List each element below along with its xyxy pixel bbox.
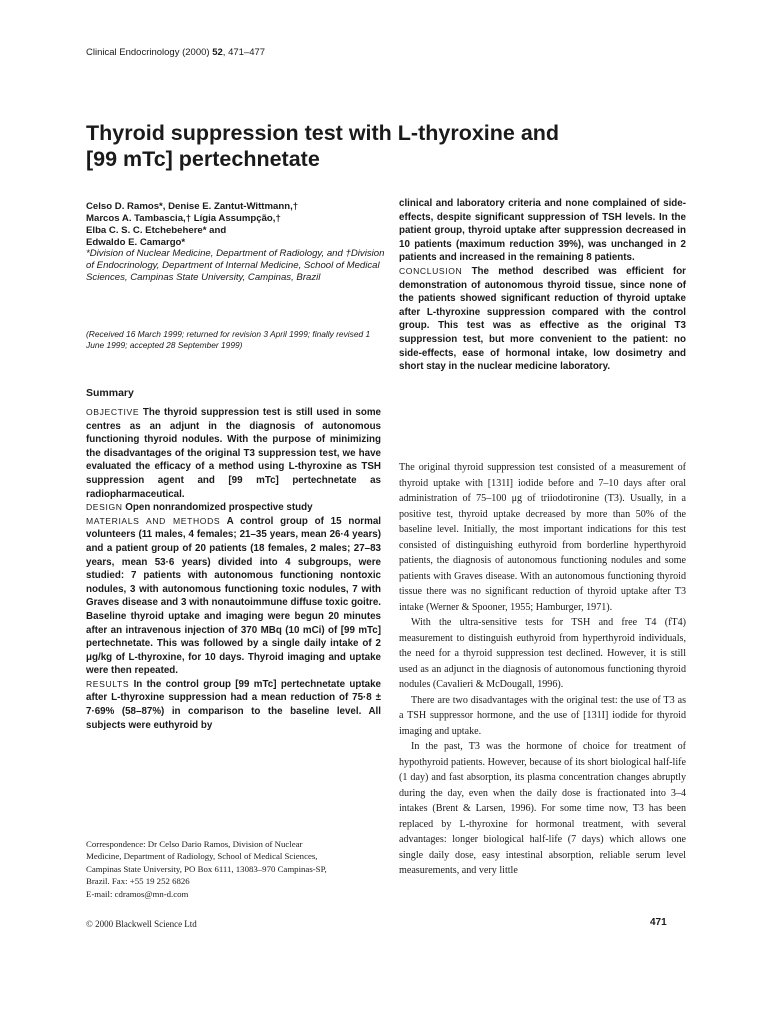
body-paragraph: In the past, T3 was the hormone of choice for treatment of hypothyroid patients. However, because of its short biological half-life (1 day) and fast absorption, its plasma concentration changes abruptly during the day, even when the daily dose is fractionated into 3–4 intakes (Brent & Larsen, 1996). For some time now, T3 has been replaced by L-thyroxine for hormonal treatment, with several advantages: longer biological half-life (7 days) which allows one single daily dose, easy intestinal absorption, reliable serum level measurements, and very little: [399, 741, 686, 876]
introduction-body: [399, 460, 686, 879]
abstract-left-column: [86, 406, 381, 732]
abstract-design: [86, 501, 381, 515]
abstract-objective: [86, 406, 381, 501]
objective-label: OBJECTIVE: [86, 407, 140, 417]
article-title: [86, 120, 706, 172]
abstract-results-continued: [399, 197, 686, 265]
correspondence-line: Campinas State University, PO Box 6111, 13083–970 Campinas-SP,: [86, 863, 327, 874]
journal-pages: , 471–477: [222, 47, 266, 58]
author-line: Celso D. Ramos*, Denise E. Zantut-Wittmann,†: [86, 201, 299, 212]
abstract-results: [86, 678, 381, 732]
correspondence-block: [86, 838, 386, 900]
results-label: RESULTS: [86, 678, 130, 689]
design-text: Open nonrandomized prospective study: [125, 502, 313, 514]
journal-volume: 52: [212, 47, 223, 58]
author-line: Edwaldo E. Camargo*: [86, 237, 186, 248]
abstract-right-column: [399, 197, 686, 374]
conclusion-label: CONCLUSION: [399, 265, 463, 276]
author-line: Marcos A. Tambascia,† Lígia Assumpção,†: [86, 213, 281, 224]
results-text-end: clinical and laboratory criteria and none complained of side-effects, despite significant suppression of TSH levels. In the patient group, thyroid uptake after suppression decreased in 10 patients (maximum reduction 39%), was unchanged in 2 patients and increased in the remaining 8 patients.: [399, 198, 686, 264]
title-line-2: [99 mTc] pertechnetate: [86, 147, 320, 171]
journal-reference: [86, 47, 265, 58]
objective-text: The thyroid suppression test is still used in some centres as an adjunt in the diagnosis of autonomous functioning thyroid nodules. With the purpose of minimizing the disadvantages of the original T3 suppression test, we have evaluated the efficacy of a method using L-thyroxine as TSH suppression agent and [99 mTc] pertechnetate as radiopharmaceutical.: [86, 407, 381, 500]
abstract-conclusion: [399, 265, 686, 374]
results-text-start: In the control group [99 mTc] pertechnetate uptake after L-thyroxine suppression had a mean reduction of 75·8 ± 7·69% (58–87%) in comparison to the baseline level. All subjects were euthyroid by: [86, 678, 381, 731]
methods-text: A control group of 15 normal volunteers (11 males, 4 females; 21–35 years, mean 26·4 years) and a patient group of 20 patients (18 females, 2 males; 27–83 years, mean 53·6 years) divided into 4 subgroups, were studied: 7 patients with autonomous functioning nontoxic nodules, 3 with autonomous functioning toxic nodules, 7 with Graves disease and 3 with nonautoimmune diffuse toxic goitre. Baseline thyroid uptake and imaging were begun 20 minutes after an intravenous injection of 370 MBq (10 mCi) of [99 mTc] pertechnetate. This was followed by a single daily intake of 2 μg/kg of L-thyroxine, for 10 days. Thyroid imaging and uptake were then repeated.: [86, 515, 381, 677]
correspondence-line: Medicine, Department of Radiology, School of Medical Sciences,: [86, 851, 318, 862]
author-line: Elba C. S. C. Etchebehere* and: [86, 225, 227, 236]
journal-ref-prefix: Clinical Endocrinology (2000): [86, 47, 213, 58]
methods-label: MATERIALS AND METHODS: [86, 515, 221, 526]
body-paragraph: The original thyroid suppression test consisted of a measurement of thyroid uptake with [131I] iodide before and 7–10 days after oral administration of 75–100 μg of triiodotironine (T3). Usually, in a positive test, thyroid uptake decreased by more than 50% of the baseline level. Initially, the most important indications for this test consisted of distinguishing euthyroid from borderline hyperthyroid patients, the diagnosis of autonomous functioning nodules and some patients with Graves disease. With an autonomous functioning thyroid tissue there was no significant reduction of thyroid uptake after T3 intake (Werner & Spooner, 1955; Hamburger, 1971).: [399, 462, 686, 613]
correspondence-line: Brazil. Fax: +55 19 252 6826: [86, 876, 190, 887]
correspondence-email[interactable]: E-mail: cdramos@mn-d.com: [86, 888, 189, 899]
abstract-methods: [86, 515, 381, 678]
received-dates: (Received 16 March 1999; returned for revision 3 April 1999; finally revised 1 June 1999; accepted 28 September 1999): [86, 329, 371, 350]
author-list: [86, 201, 386, 249]
title-line-1: Thyroid suppression test with L-thyroxine and: [86, 121, 560, 145]
summary-heading: Summary: [86, 387, 134, 399]
affiliation: *Division of Nuclear Medicine, Department of Radiology, and †Division of Endocrinology, Department of Internal Medicine, School of Medical Sciences, Campinas State University, Campinas, Brazil: [86, 248, 385, 284]
body-paragraph: There are two disadvantages with the original test: the use of T3 as a TSH suppressor hormone, and the use of [131I] iodide for thyroid imaging and uptake.: [399, 694, 686, 737]
body-paragraph: With the ultra-sensitive tests for TSH and free T4 (fT4) measurement to distinguish euthyroid from hyperthyroid individuals, the need for a thyroid suppression test declined. However, it is still used as an adjunct in the diagnosis of autonomous functioning thyroid nodules (Cavalieri & McDougall, 1996).: [399, 617, 686, 690]
page-number: 471: [650, 917, 667, 928]
design-label: DESIGN: [86, 502, 123, 513]
conclusion-text: The method described was efficient for demonstration of autonomous thyroid tissue, since none of the patients showed significant reduction of thyroid uptake after L-thyroxine suppression compared with the control group. This test was as effective as the original T3 suppression test, but more convenient to the patient: no side-effects, ease of hormonal intake, low dosimetry and short stay in the nuclear medicine laboratory.: [399, 265, 686, 373]
correspondence-line: Correspondence: Dr Celso Dario Ramos, Division of Nuclear: [86, 839, 303, 849]
copyright-notice: © 2000 Blackwell Science Ltd: [86, 919, 197, 929]
